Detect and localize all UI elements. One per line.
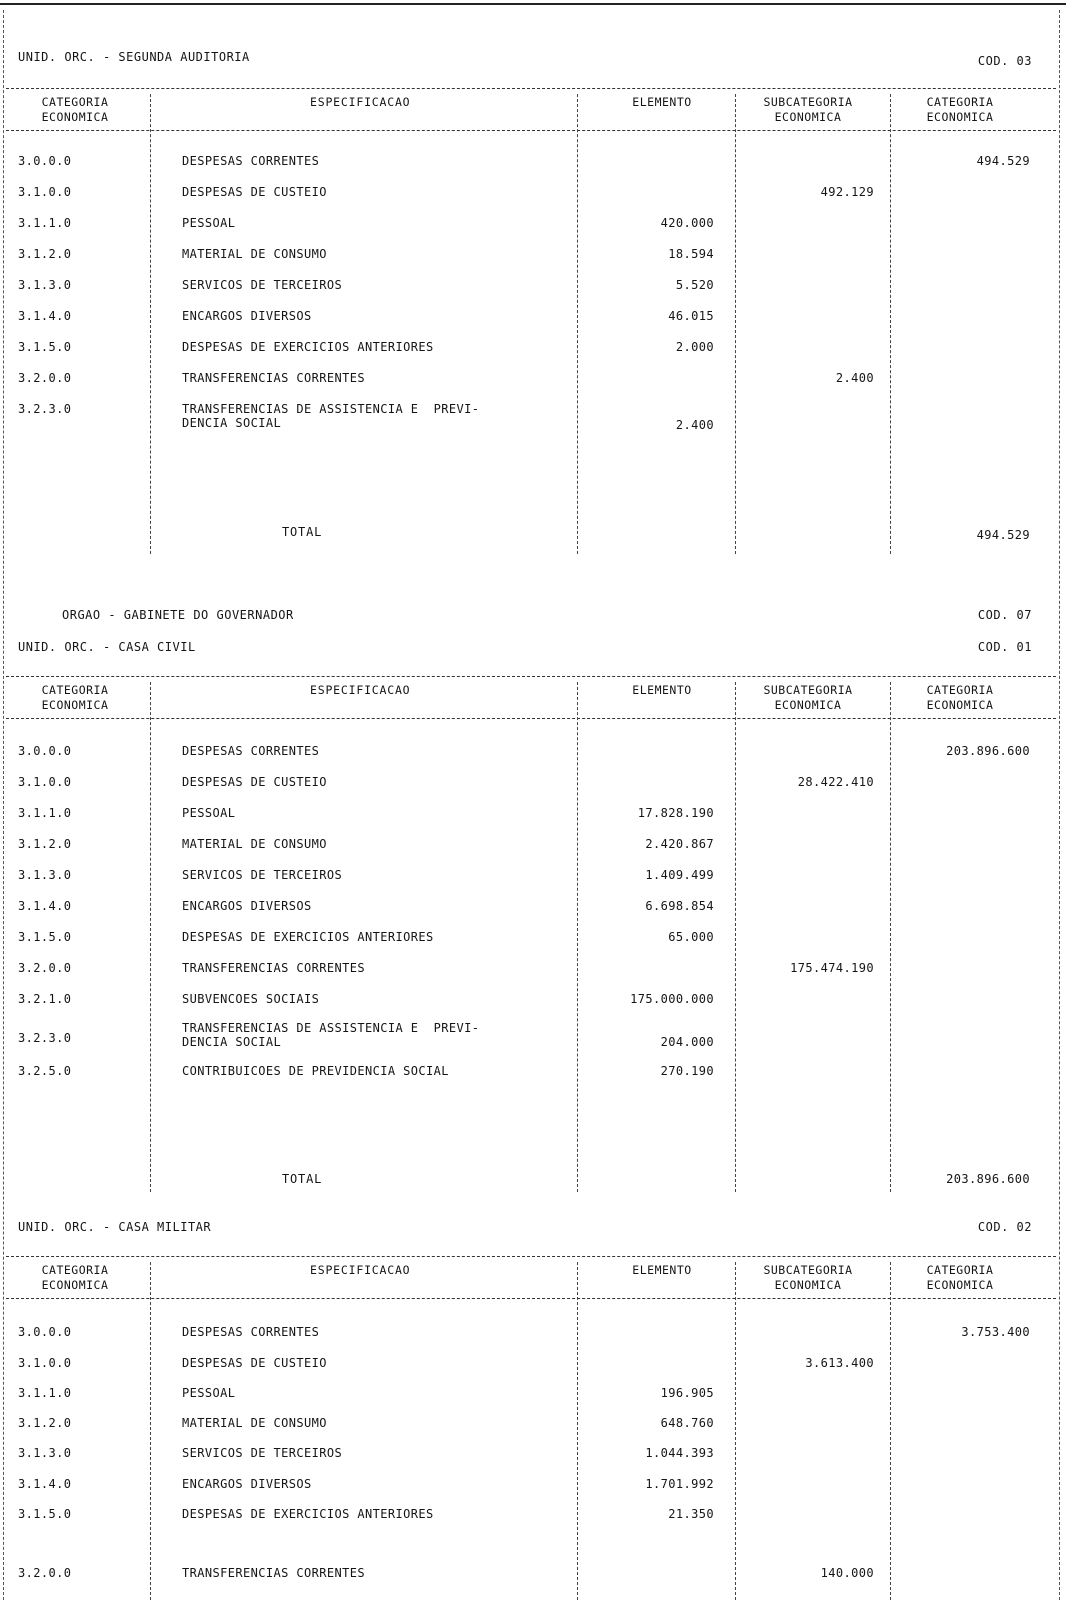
row-elemento: 65.000 — [668, 930, 714, 944]
table-row — [0, 961, 1066, 981]
row-spec: DESPESAS DE CUSTEIO — [182, 185, 327, 199]
row-code: 3.1.2.0 — [18, 247, 72, 261]
table-row — [0, 775, 1066, 795]
row-code: 3.1.5.0 — [18, 340, 72, 354]
row-code: 3.1.2.0 — [18, 1416, 72, 1430]
table-row — [0, 1446, 1066, 1466]
row-code: 3.1.1.0 — [18, 1386, 72, 1400]
unit-label: UNID. ORC. - CASA CIVIL — [18, 640, 196, 654]
unit-code: COD. 02 — [977, 1220, 1032, 1234]
row-categoria: 3.753.400 — [961, 1325, 1030, 1339]
unit-label: UNID. ORC. - CASA MILITAR — [18, 1220, 212, 1234]
row-code: 3.1.3.0 — [18, 868, 72, 882]
row-elemento: 1.409.499 — [645, 868, 714, 882]
row-elemento: 2.000 — [675, 340, 714, 354]
table-row — [0, 247, 1066, 267]
table-row — [0, 309, 1066, 329]
row-subcategoria: 2.400 — [835, 371, 874, 385]
table-row — [0, 992, 1066, 1012]
row-code: 3.2.0.0 — [18, 961, 72, 975]
table-row — [0, 1416, 1066, 1436]
row-subcategoria: 3.613.400 — [805, 1356, 874, 1370]
row-code: 3.0.0.0 — [18, 744, 72, 758]
row-spec: PESSOAL — [182, 216, 236, 230]
total-value: 203.896.600 — [946, 1172, 1030, 1186]
row-spec: DESPESAS DE EXERCICIOS ANTERIORES — [182, 340, 434, 354]
row-subcategoria: 140.000 — [820, 1566, 874, 1580]
row-subcategoria: 175.474.190 — [790, 961, 874, 975]
header-especificacao: ESPECIFICACAO — [310, 1263, 411, 1277]
row-code: 3.1.4.0 — [18, 1477, 72, 1491]
row-spec: TRANSFERENCIAS CORRENTES — [182, 961, 365, 975]
unit-label: UNID. ORC. - SEGUNDA AUDITORIA — [18, 50, 250, 64]
row-code: 3.2.0.0 — [18, 1566, 72, 1580]
row-elemento: 18.594 — [668, 247, 714, 261]
row-elemento: 196.905 — [660, 1386, 714, 1400]
table-rule — [6, 88, 1056, 89]
row-code: 3.2.1.0 — [18, 992, 72, 1006]
row-elemento: 648.760 — [660, 1416, 714, 1430]
total-label: TOTAL — [282, 525, 323, 539]
table-row — [0, 899, 1066, 919]
table-row — [0, 216, 1066, 236]
row-code: 3.1.0.0 — [18, 1356, 72, 1370]
table-row — [0, 1021, 1066, 1057]
row-elemento: 420.000 — [660, 216, 714, 230]
row-categoria: 494.529 — [976, 154, 1030, 168]
table-row — [0, 154, 1066, 174]
header-elemento: ELEMENTO — [632, 95, 692, 109]
row-spec: SERVICOS DE TERCEIROS — [182, 278, 343, 292]
row-elemento: 175.000.000 — [630, 992, 714, 1006]
row-spec: DESPESAS CORRENTES — [182, 744, 320, 758]
row-code: 3.0.0.0 — [18, 154, 72, 168]
row-spec: TRANSFERENCIAS CORRENTES — [182, 371, 365, 385]
table-row — [0, 278, 1066, 298]
row-code: 3.1.1.0 — [18, 216, 72, 230]
row-code: 3.2.0.0 — [18, 371, 72, 385]
row-spec: CONTRIBUICOES DE PREVIDENCIA SOCIAL — [182, 1064, 449, 1078]
row-code: 3.1.4.0 — [18, 899, 72, 913]
table-row — [0, 744, 1066, 764]
row-spec: ENCARGOS DIVERSOS — [182, 309, 312, 323]
table-row — [0, 837, 1066, 857]
row-spec: ENCARGOS DIVERSOS — [182, 1477, 312, 1491]
row-spec: PESSOAL — [182, 806, 236, 820]
table-row — [0, 1386, 1066, 1406]
row-spec: DESPESAS DE CUSTEIO — [182, 1356, 327, 1370]
row-code: 3.1.0.0 — [18, 775, 72, 789]
table-rule — [6, 676, 1056, 677]
orgao-label: ORGAO - GABINETE DO GOVERNADOR — [62, 608, 294, 622]
row-elemento: 270.190 — [660, 1064, 714, 1078]
row-spec: TRANSFERENCIAS DE ASSISTENCIA E PREVI- DENCIA SOCIAL — [182, 1021, 480, 1049]
unit-code: COD. 01 — [977, 640, 1032, 654]
table-row — [0, 371, 1066, 391]
row-spec: TRANSFERENCIAS DE ASSISTENCIA E PREVI- DENCIA SOCIAL — [182, 402, 480, 430]
row-spec: MATERIAL DE CONSUMO — [182, 247, 327, 261]
row-code: 3.1.5.0 — [18, 1507, 72, 1521]
table-rule — [6, 1298, 1056, 1299]
table-row — [0, 868, 1066, 888]
row-spec: MATERIAL DE CONSUMO — [182, 837, 327, 851]
header-categoria: CATEGORIA ECONOMICA — [41, 95, 109, 124]
row-elemento: 1.701.992 — [645, 1477, 714, 1491]
header-categoria-2: CATEGORIA ECONOMICA — [926, 683, 994, 712]
row-code: 3.1.1.0 — [18, 806, 72, 820]
row-subcategoria: 28.422.410 — [797, 775, 874, 789]
row-elemento: 2.420.867 — [645, 837, 714, 851]
row-code: 3.2.3.0 — [18, 402, 72, 416]
row-spec: DESPESAS CORRENTES — [182, 1325, 320, 1339]
table-row — [0, 340, 1066, 360]
row-spec: MATERIAL DE CONSUMO — [182, 1416, 327, 1430]
header-subcategoria: SUBCATEGORIA ECONOMICA — [763, 95, 853, 124]
row-spec: DESPESAS DE EXERCICIOS ANTERIORES — [182, 1507, 434, 1521]
table-rule — [6, 718, 1056, 719]
header-categoria-2: CATEGORIA ECONOMICA — [926, 1263, 994, 1292]
row-code: 3.1.5.0 — [18, 930, 72, 944]
header-categoria: CATEGORIA ECONOMICA — [41, 683, 109, 712]
table-row — [0, 1325, 1066, 1345]
row-elemento: 21.350 — [668, 1507, 714, 1521]
row-elemento: 46.015 — [668, 309, 714, 323]
row-spec: SUBVENCOES SOCIAIS — [182, 992, 320, 1006]
row-spec: DESPESAS CORRENTES — [182, 154, 320, 168]
total-value: 494.529 — [976, 528, 1030, 542]
row-spec: DESPESAS DE EXERCICIOS ANTERIORES — [182, 930, 434, 944]
header-elemento: ELEMENTO — [632, 1263, 692, 1277]
row-spec: ENCARGOS DIVERSOS — [182, 899, 312, 913]
row-spec: SERVICOS DE TERCEIROS — [182, 868, 343, 882]
table-row — [0, 1477, 1066, 1497]
total-row — [0, 528, 1066, 548]
table-row — [0, 185, 1066, 205]
row-elemento: 2.400 — [675, 418, 714, 432]
row-code: 3.2.5.0 — [18, 1064, 72, 1078]
row-code: 3.1.2.0 — [18, 837, 72, 851]
row-categoria: 203.896.600 — [946, 744, 1030, 758]
row-code: 3.2.3.0 — [18, 1031, 72, 1045]
total-label: TOTAL — [282, 1172, 323, 1186]
header-especificacao: ESPECIFICACAO — [310, 95, 411, 109]
row-elemento: 5.520 — [675, 278, 714, 292]
table-rule — [6, 1256, 1056, 1257]
row-elemento: 6.698.854 — [645, 899, 714, 913]
row-spec: TRANSFERENCIAS CORRENTES — [182, 1566, 365, 1580]
row-elemento: 1.044.393 — [645, 1446, 714, 1460]
header-categoria: CATEGORIA ECONOMICA — [41, 1263, 109, 1292]
header-especificacao: ESPECIFICACAO — [310, 683, 411, 697]
row-code: 3.1.0.0 — [18, 185, 72, 199]
header-elemento: ELEMENTO — [632, 683, 692, 697]
row-code: 3.1.4.0 — [18, 309, 72, 323]
top-rule — [0, 3, 1066, 5]
total-row — [0, 1172, 1066, 1192]
unit-code: COD. 03 — [977, 54, 1032, 68]
table-rule — [6, 130, 1056, 131]
row-code: 3.0.0.0 — [18, 1325, 72, 1339]
table-row — [0, 1507, 1066, 1527]
row-elemento: 204.000 — [660, 1035, 714, 1049]
row-code: 3.1.3.0 — [18, 278, 72, 292]
table-row — [0, 1566, 1066, 1586]
header-subcategoria: SUBCATEGORIA ECONOMICA — [763, 683, 853, 712]
table-row — [0, 806, 1066, 826]
table-row — [0, 1064, 1066, 1084]
orgao-code: COD. 07 — [977, 608, 1032, 622]
row-spec: DESPESAS DE CUSTEIO — [182, 775, 327, 789]
row-spec: SERVICOS DE TERCEIROS — [182, 1446, 343, 1460]
row-code: 3.1.3.0 — [18, 1446, 72, 1460]
table-row — [0, 930, 1066, 950]
row-elemento: 17.828.190 — [637, 806, 714, 820]
table-row — [0, 1356, 1066, 1376]
table-row — [0, 402, 1066, 438]
header-categoria-2: CATEGORIA ECONOMICA — [926, 95, 994, 124]
header-subcategoria: SUBCATEGORIA ECONOMICA — [763, 1263, 853, 1292]
row-subcategoria: 492.129 — [820, 185, 874, 199]
row-spec: PESSOAL — [182, 1386, 236, 1400]
